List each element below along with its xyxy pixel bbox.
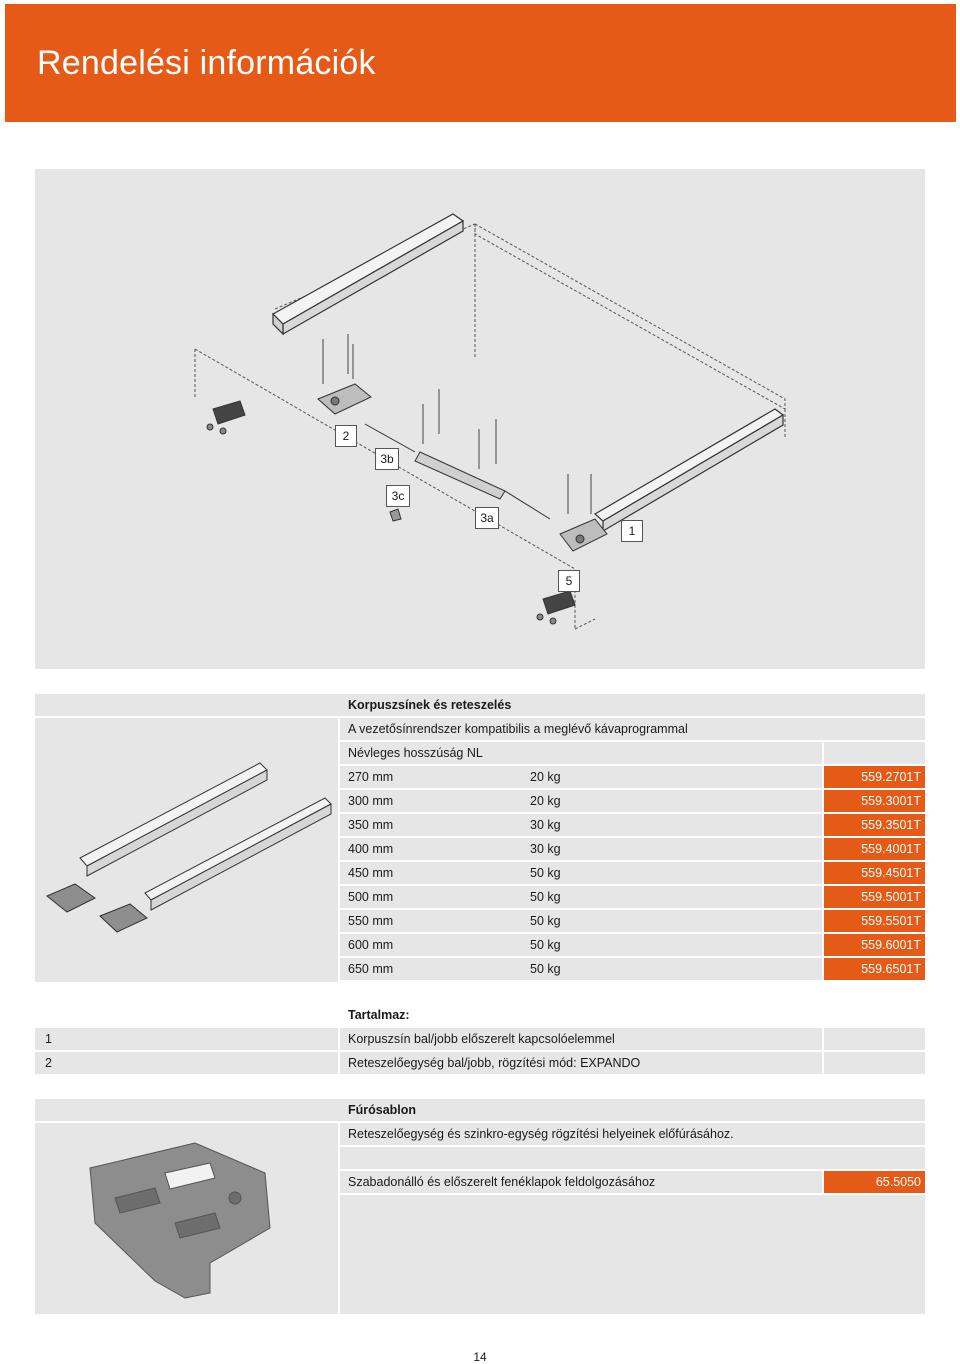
template-title: Fúrósablon [348, 1103, 417, 1117]
rear-adapter-top [207, 401, 245, 434]
article-number: 559.4501T [861, 866, 921, 880]
row-bg [340, 814, 822, 836]
row-bg [35, 1028, 338, 1050]
load-cell: 20 kg [530, 770, 561, 784]
template-desc-row [35, 1123, 925, 1145]
load-cell: 50 kg [530, 914, 561, 928]
row-bg [340, 886, 822, 908]
row-bg [35, 1052, 338, 1074]
load-cell: 50 kg [530, 962, 561, 976]
article-number: 559.3001T [861, 794, 921, 808]
length-cell: 400 mm [348, 842, 394, 856]
item-text: Reteszelőegység bal/jobb, rögzítési mód: EXPANDO [348, 1056, 641, 1070]
row-bg [340, 766, 822, 788]
exploded-view-drawing [35, 169, 925, 669]
length-cell: 600 mm [348, 938, 394, 952]
callout-1: 1 [621, 520, 643, 542]
table-row [35, 838, 925, 860]
locking-device-right [560, 519, 607, 551]
rails-title-row [35, 694, 925, 716]
row-bg [340, 838, 822, 860]
page-title: Rendelési információk [37, 44, 376, 82]
article-number: 65.5050 [875, 1175, 921, 1189]
row-bg [340, 1147, 925, 1169]
article-number: 559.3501T [861, 818, 921, 832]
locking-device-left [318, 384, 371, 414]
row-bg [824, 742, 925, 764]
row-bg [340, 910, 822, 932]
template-section [35, 1099, 925, 1314]
row-bg [340, 862, 822, 884]
callout-3a: 3a [475, 507, 499, 529]
load-cell: 50 kg [530, 938, 561, 952]
load-cell: 30 kg [530, 818, 561, 832]
rail-left [273, 214, 463, 334]
page-number: 14 [473, 1350, 487, 1364]
contents-section [35, 1004, 925, 1074]
clip-part [390, 509, 401, 521]
page-header [5, 4, 956, 122]
rails-compat-row [35, 718, 925, 740]
table-row [35, 1171, 925, 1193]
article-number: 559.6501T [861, 962, 921, 976]
length-cell: 650 mm [348, 962, 394, 976]
item-number: 2 [45, 1056, 52, 1070]
article-number: 559.5001T [861, 890, 921, 904]
contents-title-row [35, 1004, 925, 1026]
exploded-view-figure [35, 169, 925, 669]
rails-title: Korpuszsínek és reteszelés [348, 698, 512, 712]
screws [323, 334, 591, 514]
template-spacer-row [35, 1147, 925, 1169]
length-cell: 300 mm [348, 794, 394, 808]
template-desc: Reteszelőegység és szinkro-egység rögzítési helyeinek előfúrásához. [348, 1127, 734, 1141]
rails-nl-row [35, 742, 925, 764]
article-number: 559.4001T [861, 842, 921, 856]
article-number: 559.2701T [861, 770, 921, 784]
rails-nl-label: Névleges hosszúság NL [348, 746, 483, 760]
row-bg [824, 1052, 925, 1074]
callout-2: 2 [335, 425, 357, 447]
table-row [35, 886, 925, 908]
callout-3c: 3c [386, 485, 410, 507]
load-cell: 50 kg [530, 866, 561, 880]
article-number: 559.6001T [861, 938, 921, 952]
table-row [35, 766, 925, 788]
list-item [35, 1028, 925, 1050]
rails-section [35, 694, 925, 984]
length-cell: 550 mm [348, 914, 394, 928]
item-text: Korpuszsín bal/jobb előszerelt kapcsolóelemmel [348, 1032, 615, 1046]
row-bg [824, 1028, 925, 1050]
length-cell: 500 mm [348, 890, 394, 904]
callout-5: 5 [558, 570, 580, 592]
load-cell: 30 kg [530, 842, 561, 856]
rails-compat: A vezetősínrendszer kompatibilis a meglévő kávaprogrammal [348, 722, 688, 736]
table-row [35, 958, 925, 980]
item-number: 1 [45, 1032, 52, 1046]
callout-3b: 3b [375, 448, 399, 470]
length-cell: 270 mm [348, 770, 394, 784]
length-cell: 450 mm [348, 866, 394, 880]
table-row [35, 910, 925, 932]
table-row [35, 814, 925, 836]
load-cell: 50 kg [530, 890, 561, 904]
load-cell: 20 kg [530, 794, 561, 808]
row-bg [340, 934, 822, 956]
list-item [35, 1052, 925, 1074]
rear-adapter-bottom [537, 591, 575, 624]
table-row [35, 934, 925, 956]
rail-right [595, 409, 783, 531]
article-number: 559.5501T [861, 914, 921, 928]
contents-title: Tartalmaz: [348, 1008, 410, 1022]
table-row [35, 790, 925, 812]
row-bg [340, 790, 822, 812]
template-empty-area [340, 1195, 925, 1314]
template-title-row [35, 1099, 925, 1121]
table-row [35, 862, 925, 884]
row-bg [340, 958, 822, 980]
length-cell: 350 mm [348, 818, 394, 832]
row-bg [35, 1099, 925, 1121]
template-item-text: Szabadonálló és előszerelt fenéklapok feldolgozásához [348, 1175, 656, 1189]
